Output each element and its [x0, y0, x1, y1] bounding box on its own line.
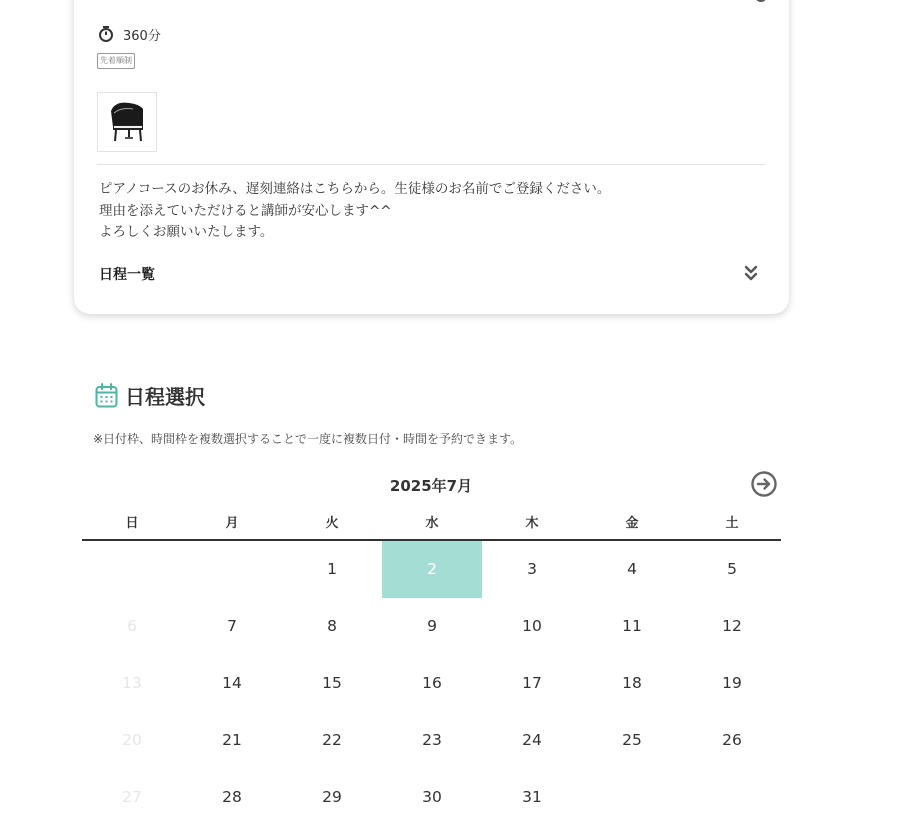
month-label: 2025年7月 — [389, 477, 473, 495]
calendar-day-disabled: 20 — [122, 731, 142, 749]
date-selection-header — [95, 381, 205, 409]
duration-text: 360分 — [123, 28, 161, 44]
first-come-badge: 先着順制 — [97, 53, 135, 69]
calendar-day[interactable]: 21 — [222, 731, 242, 749]
stopwatch-icon — [97, 25, 115, 43]
weekday-label: 金 — [625, 516, 639, 531]
calendar-day[interactable]: 11 — [622, 617, 642, 635]
next-month-button[interactable] — [750, 470, 778, 498]
double-chevron-down-icon[interactable] — [743, 264, 759, 284]
calendar-day[interactable]: 31 — [522, 788, 542, 806]
schedule-list-toggle[interactable]: 日程一覧 — [99, 267, 155, 283]
course-title — [99, 0, 739, 8]
calendar-day[interactable]: 28 — [222, 788, 242, 806]
calendar-day-disabled: 27 — [122, 788, 142, 806]
weekday-header — [82, 508, 781, 541]
calendar-day[interactable]: 16 — [422, 674, 442, 692]
weekday-label: 水 — [425, 516, 439, 531]
calendar-day[interactable]: 10 — [522, 617, 542, 635]
calendar-day[interactable]: 30 — [422, 788, 442, 806]
calendar-weeks — [82, 541, 781, 826]
calendar-day[interactable]: 24 — [522, 731, 542, 749]
calendar-empty-cell — [582, 769, 682, 826]
calendar-day-disabled: 6 — [127, 617, 137, 635]
calendar-day[interactable]: 14 — [222, 674, 242, 692]
calendar-week-row — [82, 655, 781, 712]
refresh-icon[interactable] — [755, 0, 767, 2]
calendar-day[interactable]: 9 — [427, 617, 437, 635]
calendar-day[interactable]: 3 — [527, 560, 537, 578]
description-line: よろしくお願いいたします。 — [99, 224, 274, 240]
card-divider — [97, 164, 766, 165]
weekday-label: 木 — [525, 516, 539, 531]
calendar-week-row — [82, 769, 781, 826]
calendar-day[interactable]: 1 — [327, 560, 337, 578]
calendar-day[interactable]: 7 — [227, 617, 237, 635]
calendar-day[interactable]: 23 — [422, 731, 442, 749]
calendar-day[interactable]: 26 — [722, 731, 742, 749]
calendar-day[interactable]: 12 — [722, 617, 742, 635]
calendar-day-selected[interactable]: 2 — [382, 541, 482, 598]
calendar-week-row — [82, 712, 781, 769]
calendar-empty-cell — [82, 541, 182, 598]
description-line: ピアノコースのお休み、遅刻連絡はこちらから。生徒様のお名前でご登録ください。 — [99, 181, 611, 197]
calendar-day[interactable]: 25 — [622, 731, 642, 749]
calendar-day[interactable]: 4 — [627, 560, 637, 578]
multi-select-note: ※日付枠、時間枠を複数選択することで一度に複数日付・時間を予約できます。 — [93, 432, 523, 446]
calendar-day[interactable]: 5 — [727, 560, 737, 578]
calendar-empty-cell — [182, 541, 282, 598]
calendar-week-row — [82, 598, 781, 655]
weekday-label: 月 — [225, 516, 239, 531]
weekday-label: 火 — [325, 516, 339, 531]
calendar-icon — [95, 383, 118, 408]
calendar-day[interactable]: 17 — [522, 674, 542, 692]
calendar-day[interactable]: 22 — [322, 731, 342, 749]
section-title: 日程選択 — [125, 384, 205, 409]
weekday-label: 日 — [125, 516, 139, 531]
calendar-day[interactable]: 8 — [327, 617, 337, 635]
weekday-label: 土 — [725, 516, 739, 531]
calendar-day-disabled: 13 — [122, 674, 142, 692]
calendar-week-row — [82, 541, 781, 598]
description-line: 理由を添えていただけると講師が安心します^^ — [99, 202, 392, 219]
calendar-day[interactable]: 29 — [322, 788, 342, 806]
calendar-day[interactable]: 15 — [322, 674, 342, 692]
calendar-day[interactable]: 19 — [722, 674, 742, 692]
course-card — [74, 0, 789, 314]
calendar-empty-cell — [682, 769, 782, 826]
course-description — [99, 179, 759, 244]
calendar-grid — [82, 508, 781, 826]
duration-row — [97, 24, 161, 44]
grand-piano-image — [105, 99, 149, 145]
calendar-day[interactable]: 18 — [622, 674, 642, 692]
course-thumbnail[interactable] — [97, 92, 157, 152]
